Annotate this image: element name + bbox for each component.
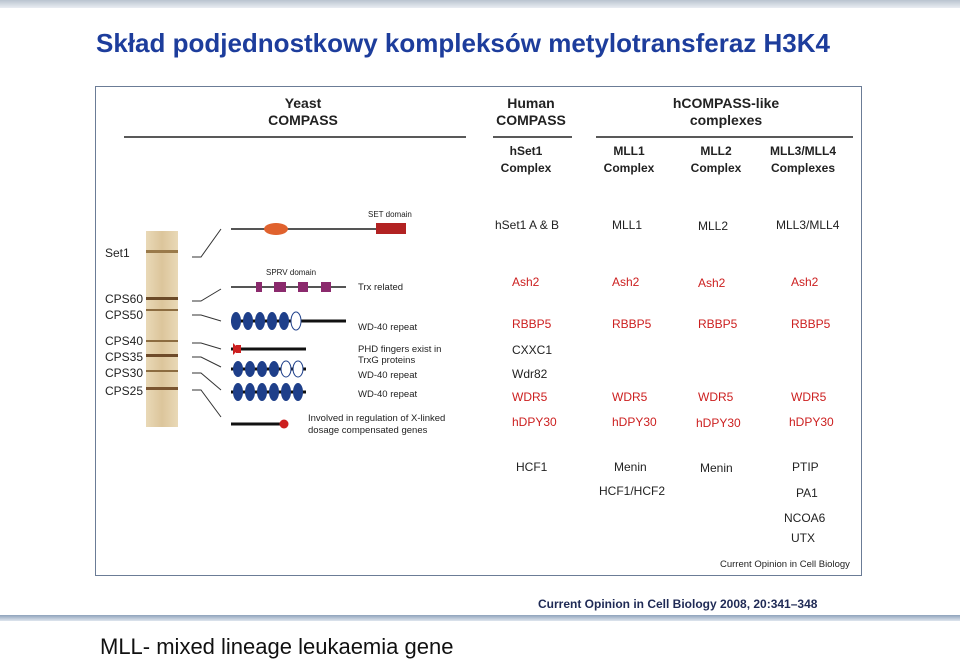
gel-label-cps60: CPS60: [105, 292, 144, 306]
header-yeast-1: Yeast: [284, 95, 322, 111]
subheader-mll1-2: Complex: [603, 161, 655, 175]
figure-credit: Current Opinion in Cell Biology: [720, 559, 850, 570]
gel-band-cps30: [146, 370, 178, 372]
label-phd-line1: PHD fingers exist in: [358, 344, 442, 355]
header-hcompass-1: hCOMPASS-like: [672, 95, 780, 111]
mll1-menin: Menin: [614, 460, 647, 474]
subheader-mll1-1: MLL1: [613, 144, 645, 158]
gel-band-cps50: [146, 309, 178, 311]
mll1-hdpy30: hDPY30: [612, 415, 657, 429]
subheader-mll34-1: MLL3/MLL4: [770, 144, 836, 158]
mll34-pa1: PA1: [796, 486, 818, 500]
cps25-drawing: [231, 420, 289, 429]
mll2-menin: Menin: [700, 461, 733, 475]
sprv-block-4: [321, 282, 331, 292]
label-phd-line2: TrxG proteins: [358, 355, 416, 366]
slide-title: Skład podjednostkowy kompleksów metylotransferaz H3K4: [96, 28, 830, 58]
header-yeast-2: COMPASS: [268, 112, 338, 128]
set-domain-box: [376, 223, 406, 234]
mll1-rbbp5: RBBP5: [612, 317, 652, 331]
top-bar: [0, 0, 960, 8]
gel-band-set1: [146, 250, 178, 253]
label-set-domain: SET domain: [368, 210, 412, 219]
mll34-ash2: Ash2: [791, 275, 819, 289]
cps50-wd40-drawing: [231, 312, 346, 330]
label-wd40-a: WD-40 repeat: [358, 322, 418, 333]
hset1-hdpy30: hDPY30: [512, 415, 557, 429]
set1-oval-domain: [264, 223, 288, 235]
hset1-rbbp5: RBBP5: [512, 317, 552, 331]
cps35-wd40-drawing: [231, 361, 306, 377]
mll2-wdr5: WDR5: [698, 390, 734, 404]
gel-label-cps50: CPS50: [105, 308, 144, 322]
header-human-1: Human: [507, 95, 555, 111]
gel-label-set1: Set1: [105, 246, 130, 260]
hset1-hcf1: HCF1: [516, 460, 548, 474]
hset1-cxxc1: CXXC1: [512, 343, 553, 357]
header-human-2: COMPASS: [496, 112, 566, 128]
label-xlinked-line2: dosage compensated genes: [308, 425, 428, 436]
mll34-rbbp5: RBBP5: [791, 317, 831, 331]
gel-band-cps40: [146, 340, 178, 342]
figure-svg: [96, 87, 861, 575]
mll34-main: MLL3/MLL4: [776, 218, 840, 232]
gel-label-cps25: CPS25: [105, 384, 144, 398]
compass-figure: [95, 86, 862, 576]
mll34-hdpy30: hDPY30: [789, 415, 834, 429]
label-sprv-domain: SPRV domain: [266, 268, 317, 277]
mll1-hcf1-hcf2: HCF1/HCF2: [599, 484, 666, 498]
mll1-wdr5: WDR5: [612, 390, 648, 404]
mll1-ash2: Ash2: [612, 275, 640, 289]
mll1-main: MLL1: [612, 218, 643, 232]
subheader-mll2-2: Complex: [690, 161, 742, 175]
gel-band-cps25: [146, 387, 178, 390]
hset1-main: hSet1 A & B: [495, 218, 560, 232]
mll34-ncoa6: NCOA6: [784, 511, 826, 525]
label-wd40-c: WD-40 repeat: [358, 389, 418, 400]
mll34-ptip: PTIP: [792, 460, 819, 474]
gel-label-cps40: CPS40: [105, 334, 144, 348]
mll2-rbbp5: RBBP5: [698, 317, 738, 331]
gel-lane: [146, 231, 178, 427]
gel-label-cps30: CPS30: [105, 366, 144, 380]
bottom-divider: [0, 615, 960, 621]
subheader-hset1-1: hSet1: [509, 144, 543, 158]
subheader-hset1-2: Complex: [500, 161, 552, 175]
hset1-wdr82: Wdr82: [512, 367, 548, 381]
subheader-mll2-1: MLL2: [700, 144, 732, 158]
gel-band-cps35: [146, 354, 178, 357]
sprv-block-2: [274, 282, 286, 292]
mll2-hdpy30: hDPY30: [696, 416, 741, 430]
hset1-wdr5: WDR5: [512, 390, 548, 404]
footnote: MLL- mixed lineage leukaemia gene: [100, 634, 454, 659]
gel-connectors: [192, 229, 221, 417]
label-wd40-b: WD-40 repeat: [358, 370, 418, 381]
cps40-phd-drawing: [231, 343, 306, 355]
gel-label-cps35: CPS35: [105, 350, 144, 364]
sprv-block-1: [256, 282, 262, 292]
hset1-ash2: Ash2: [512, 275, 540, 289]
mll2-ash2: Ash2: [698, 276, 726, 290]
mll34-utx: UTX: [791, 531, 815, 545]
label-trx-related: Trx related: [358, 282, 404, 293]
gel-band-cps60: [146, 297, 178, 300]
label-xlinked-line1: Involved in regulation of X-linked: [308, 413, 446, 424]
mll34-wdr5: WDR5: [791, 390, 827, 404]
cps30-wd40-drawing: [231, 383, 306, 401]
subheader-mll34-2: Complexes: [770, 161, 836, 175]
mll2-main: MLL2: [698, 219, 729, 233]
citation: Current Opinion in Cell Biology 2008, 20:341–348: [538, 597, 818, 611]
sprv-block-3: [298, 282, 308, 292]
header-hcompass-2: complexes: [689, 112, 763, 128]
